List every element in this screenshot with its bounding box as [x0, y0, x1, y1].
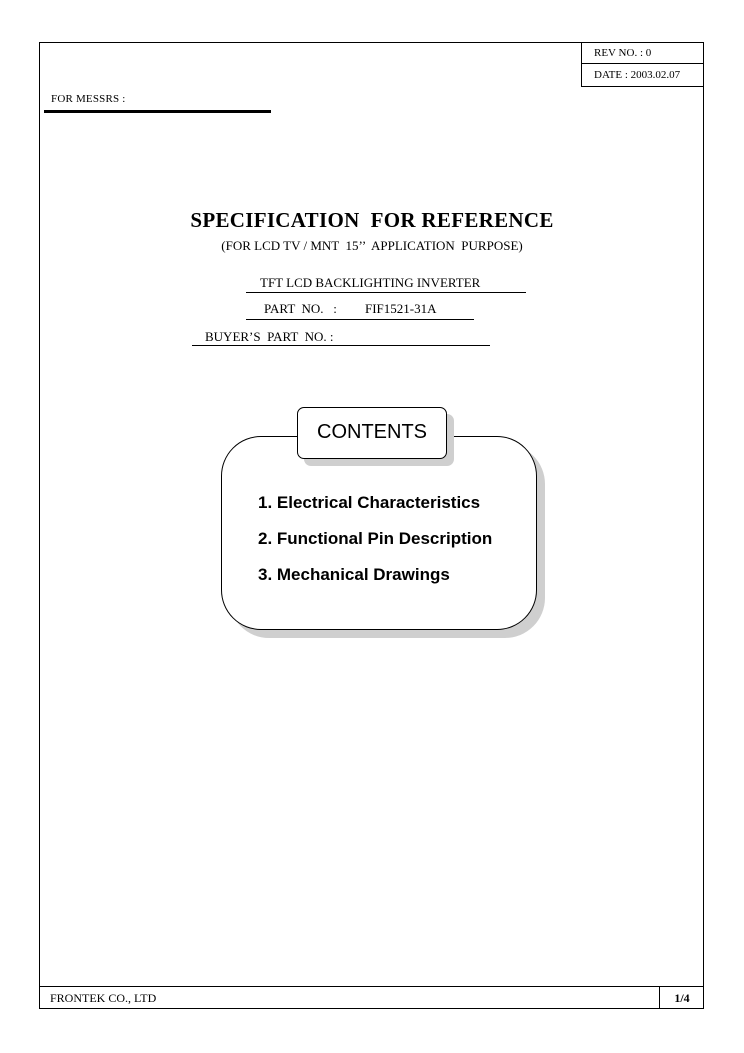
part-no-underline: [246, 319, 474, 320]
buyer-part-no-underline: [192, 345, 490, 346]
part-no-value: FIF1521-31A: [365, 301, 437, 316]
contents-item: 1. Electrical Characteristics: [258, 493, 481, 512]
company-name: FRONTEK CO., LTD: [50, 991, 157, 1005]
product-name: TFT LCD BACKLIGHTING INVERTER: [260, 275, 481, 290]
revision-box: [581, 42, 704, 87]
buyer-part-no-label: BUYER’S PART NO. :: [205, 329, 334, 344]
contents-item: 2. Functional Pin Description: [258, 529, 493, 548]
revision-date: DATE : 2003.02.07: [594, 69, 681, 81]
contents-heading: CONTENTS: [297, 407, 447, 459]
part-no-label: PART NO. :: [264, 301, 337, 316]
rev-no: REV NO. : 0: [582, 42, 704, 64]
messrs-underline: [44, 110, 271, 113]
product-name-underline: [246, 292, 526, 293]
contents-item: 3. Mechanical Drawings: [258, 565, 450, 584]
page-number: 1/4: [674, 991, 690, 1005]
document-title: SPECIFICATION FOR REFERENCE: [190, 208, 554, 232]
footer-divider: [39, 986, 704, 987]
document-subtitle: (FOR LCD TV / MNT 15’’ APPLICATION PURPOSE): [221, 238, 523, 253]
for-messrs-label: FOR MESSRS :: [51, 93, 126, 105]
